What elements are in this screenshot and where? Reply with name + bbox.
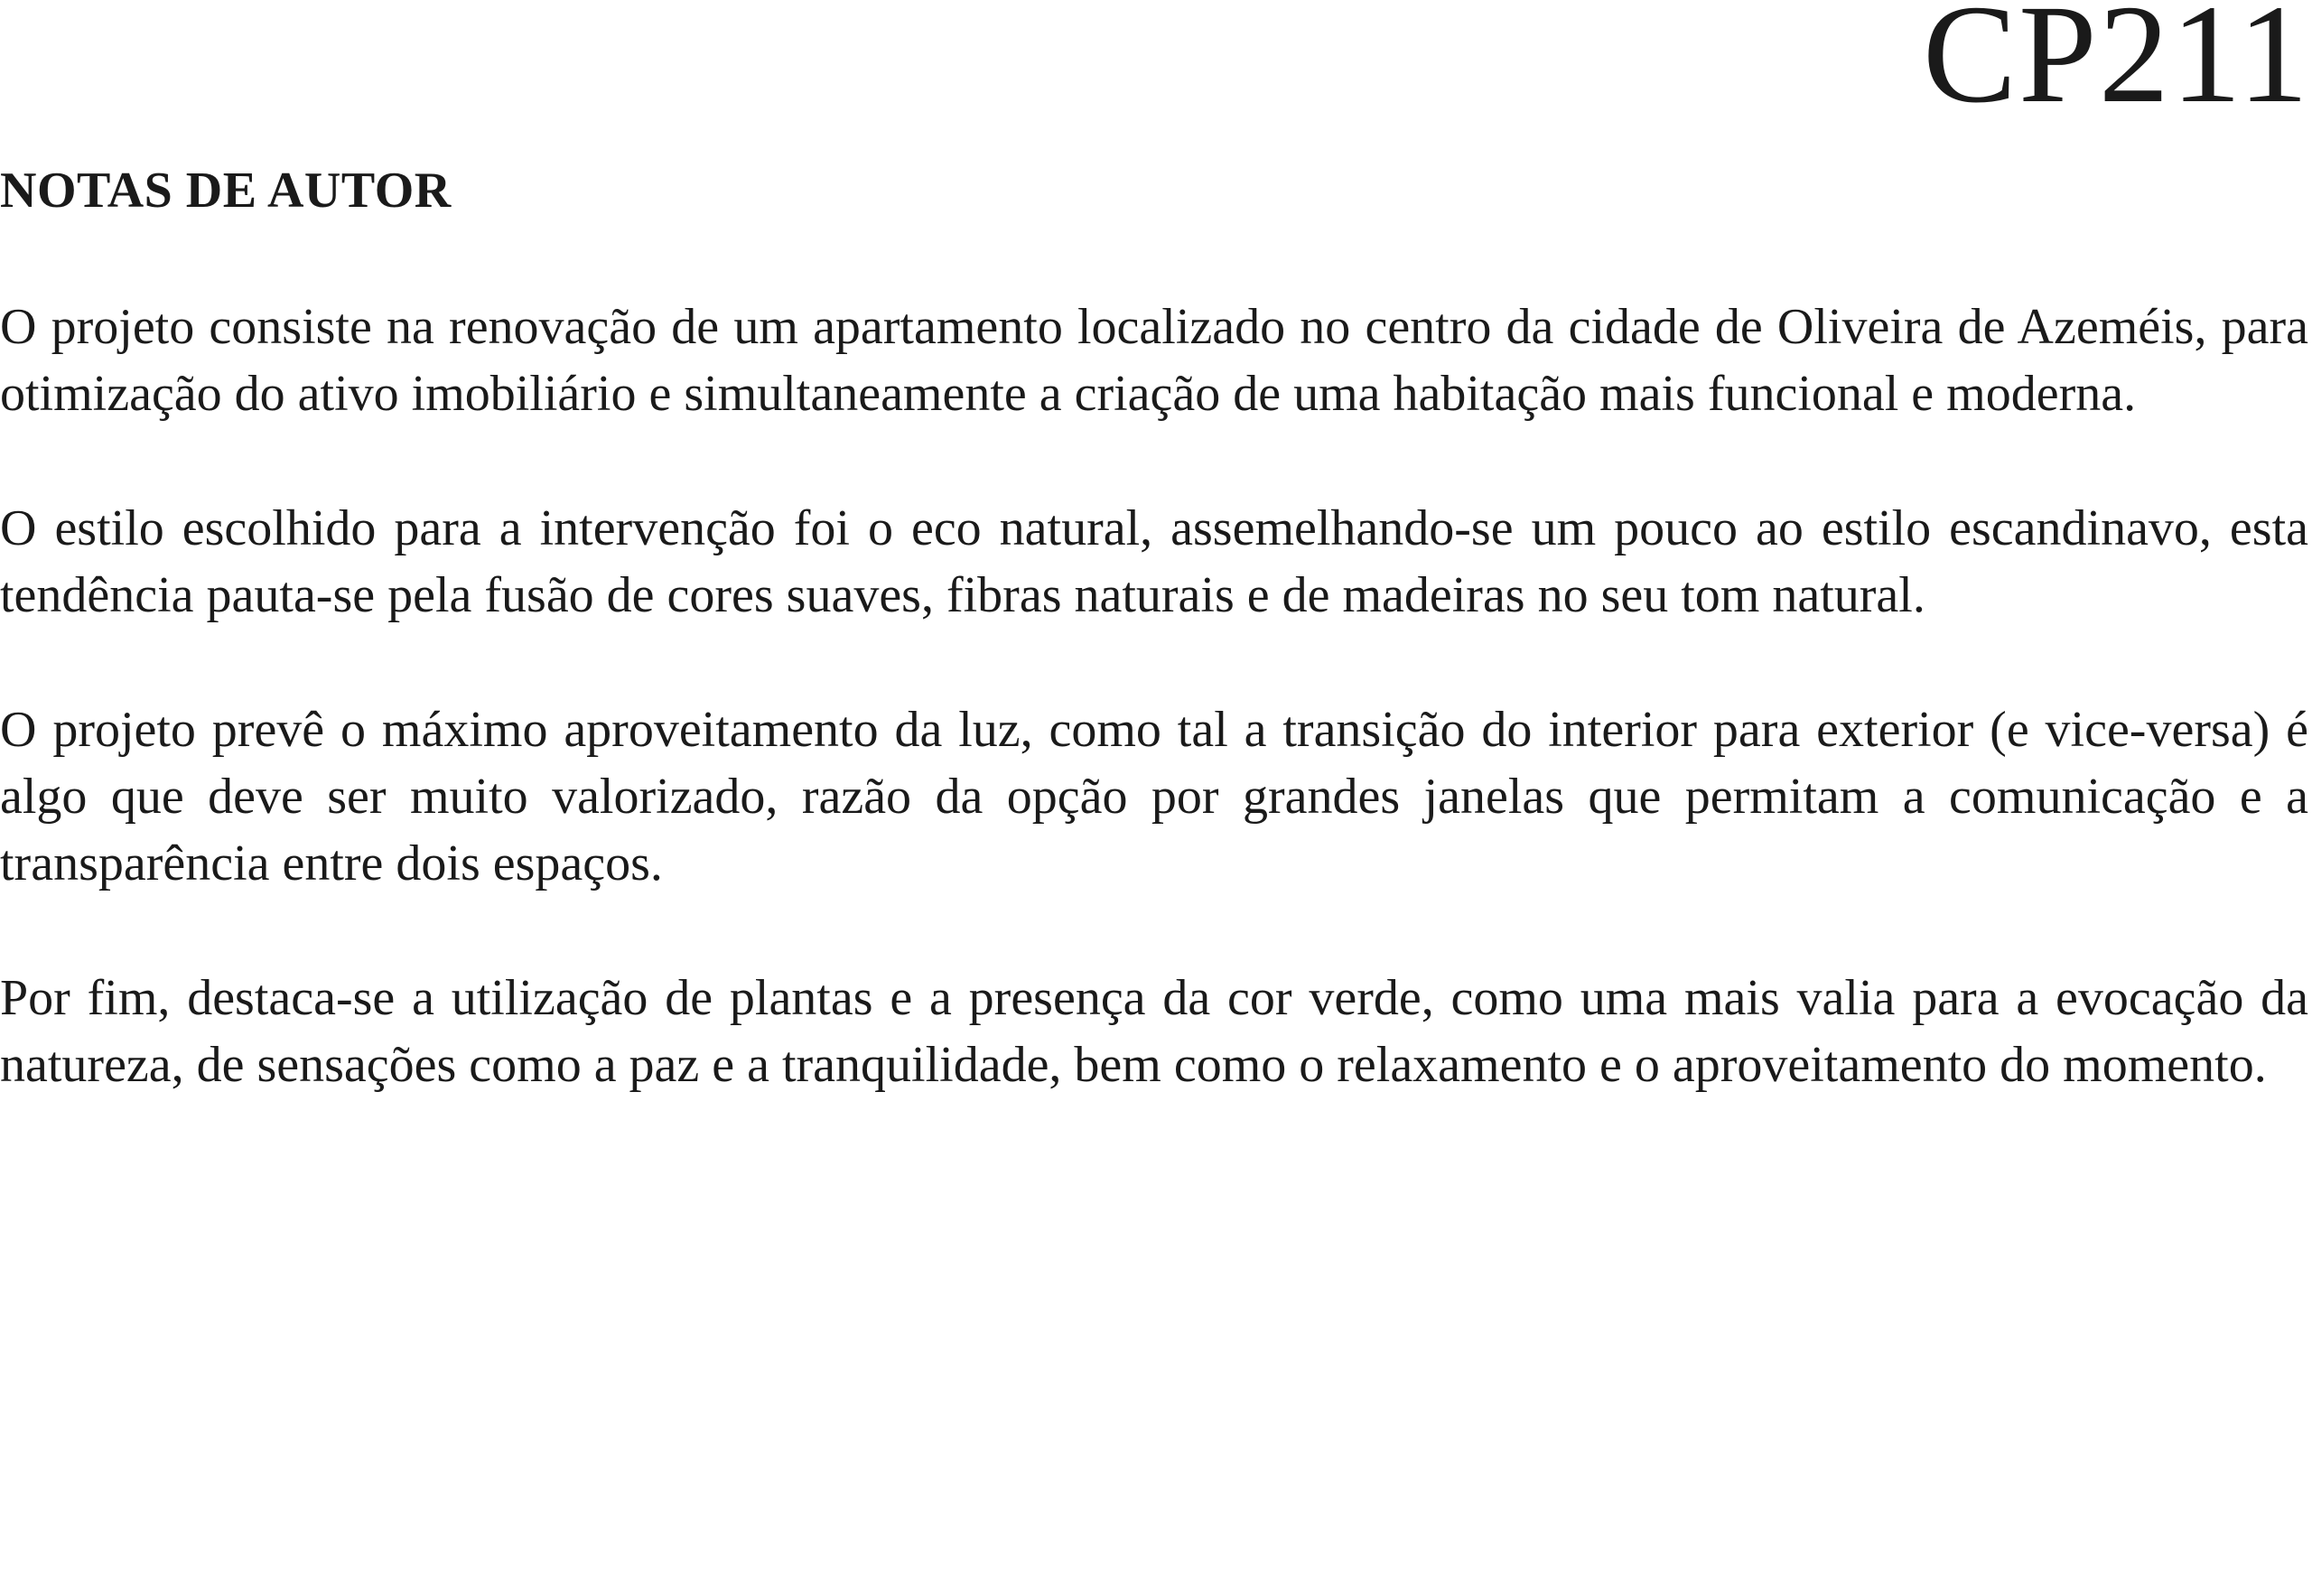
document-body [0,294,2308,1166]
paragraph-1: O projeto consiste na renovação de um apartamento localizado no centro da cidade de Oliveira de Azeméis, para otimização do ativo imobiliário e simultaneamente a criação de uma habitação mais funcional e moderna. [0,299,2308,422]
section-title: NOTAS DE AUTOR [0,163,452,219]
paragraph-4: Por fim, destaca-se a utilização de plantas e a presença da cor verde, como uma mais valia para a evocação da natureza, de sensações como a paz e a tranquilidade, bem como o relaxamento e o aproveitamento do momento. [0,970,2308,1093]
paragraph-2: O estilo escolhido para a intervenção foi o eco natural, assemelhando-se um pouco ao estilo escandinavo, esta tendência pauta-se pela fusão de cores suaves, fibras naturais e de madeiras no seu tom natural. [0,500,2308,623]
paragraph-3: O projeto prevê o máximo aproveitamento da luz, como tal a transição do interior para exterior (e vice-versa) é algo que deve ser muito valorizado, razão da opção por grandes janelas que permitam a comunicação e a transparência entre dois espaços. [0,702,2308,891]
document-code: CP211 [1922,0,2310,132]
